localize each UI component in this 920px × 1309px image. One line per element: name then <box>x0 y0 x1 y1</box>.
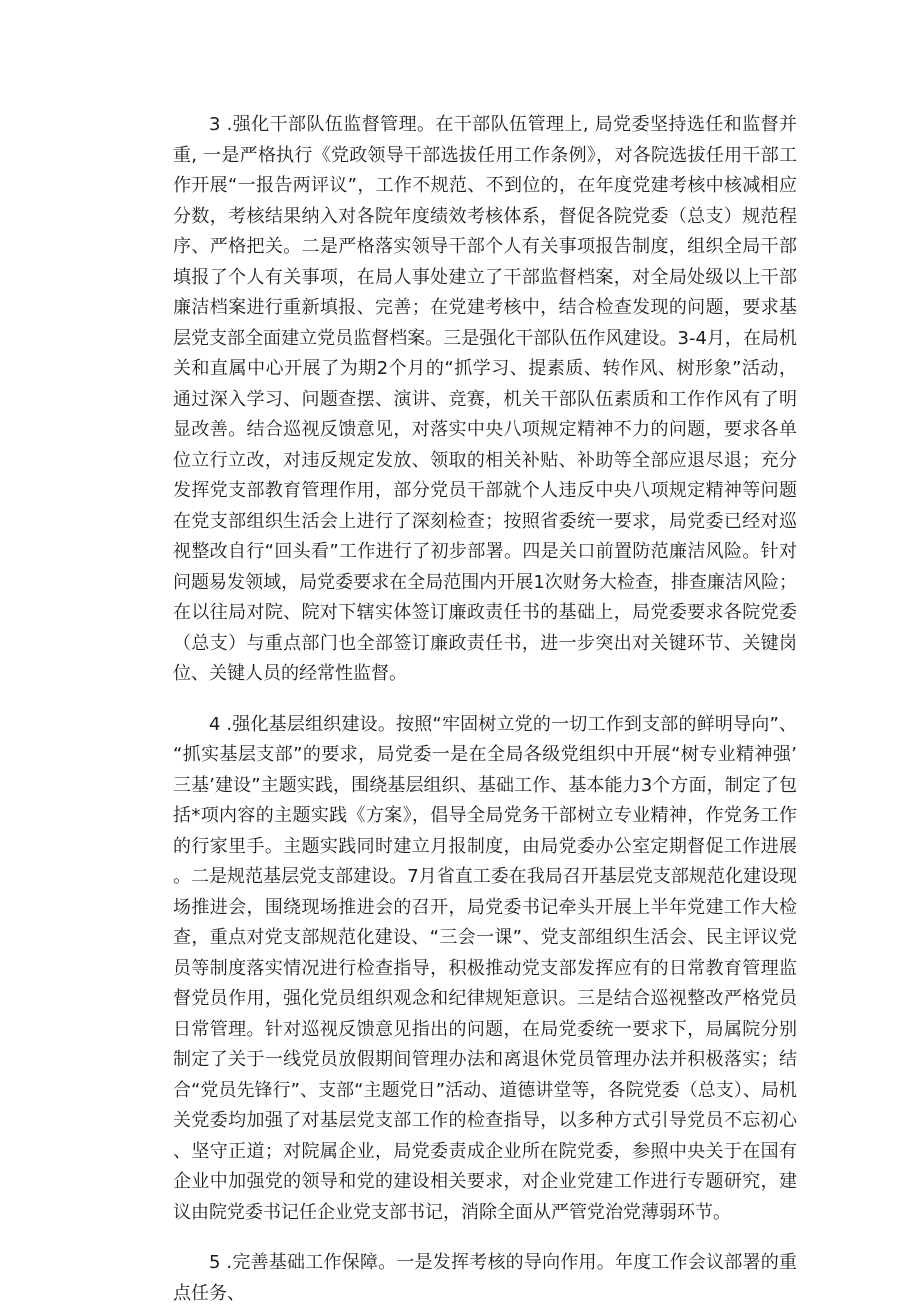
document-body <box>173 110 797 1309</box>
paragraph-4-grassroots-organization: 4 .强化基层组织建设。按照“牢固树立党的一切工作到支部的鲜明导向”、“抓实基层支部”的要求，局党委一是在全局各级党组织中开展“树专业精神强’三基’建设”主题实践，围绕基层组织、基础工作、基本能力3个方面，制定了包括*项内容的主题实践《方案》，倡导全局党务干部树立专业精神，作党务工作的行家里手。主题实践同时建立月报制度，由局党委办公室定期督促工作进展。二是规范基层党支部建设。7月省直工委在我局召开基层党支部规范化建设现场推进会，围绕现场推进会的召开，局党委书记牵头开展上半年党建工作大检查，重点对党支部规范化建设、“三会一课”、党支部组织生活会、民主评议党员等制度落实情况进行检查指导，积极推动党支部发挥应有的日常教育管理监督党员作用，强化党员组织观念和纪律规矩意识。三是结合巡视整改严格党员日常管理。针对巡视反馈意见指出的问题，在局党委统一要求下，局属院分别制定了关于一线党员放假期间管理办法和离退休党员管理办法并积极落实；结合“党员先锋行”、支部“主题党日”活动、道德讲堂等，各院党委（总支）、局机关党委均加强了对基层党支部工作的检查指导，以多种方式引导党员不忘初心、坚守正道；对院属企业，局党委责成企业所在院党委，参照中央关于在国有企业中加强党的领导和党的建设相关要求，对企业党建工作进行专题研究，建议由院党委书记任企业党支部书记，消除全面从严管党治党薄弱环节。 <box>173 713 797 1223</box>
paragraph-5-basic-work-guarantee: 5 .完善基础工作保障。一是发挥考核的导向作用。年度工作会议部署的重点任务、 <box>173 1252 797 1304</box>
paragraph-3-cadre-supervision: 3 .强化干部队伍监督管理。在干部队伍管理上, 局党委坚持选任和监督并重, 一是严格执行《党政领导干部选拔任用工作条例》，对各院选拔任用干部工作开展“一报告两评议”，工作不规范、不到位的，在年度党建考核中核减相应分数，考核结果纳入对各院年度绩效考核体系，督促各院党委（总支）规范程序、严格把关。二是严格落实领导干部个人有关事项报告制度，组织全局干部填报了个人有关事项，在局人事处建立了干部监督档案，对全局处级以上干部廉洁档案进行重新填报、完善；在党建考核中，结合检查发现的问题，要求基层党支部全面建立党员监督档案。三是强化干部队伍作风建设。3-4月，在局机关和直属中心开展了为期2个月的“抓学习、提素质、转作风、树形象”活动，通过深入学习、问题查摆、演讲、竞赛，机关干部队伍素质和工作作风有了明显改善。结合巡视反馈意见，对落实中央八项规定精神不力的问题，要求各单位立行立改，对违反规定发放、领取的相关补贴、补助等全部应退尽退；充分发挥党支部教育管理作用，部分党员干部就个人违反中央八项规定精神等问题在党支部组织生活会上进行了深刻检查；按照省委统一要求，局党委已经对巡视整改自行“回头看”工作进行了初步部署。四是关口前置防范廉洁风险。针对问题易发领域，局党委要求在全局范围内开展1次财务大检查，排查廉洁风险；在以往局对院、院对下辖实体签订廉政责任书的基础上，局党委要求各院党委（总支）与重点部门也全部签订廉政责任书，进一步突出对关键环节、关键岗位、关键人员的经常性监督。 <box>173 114 797 684</box>
